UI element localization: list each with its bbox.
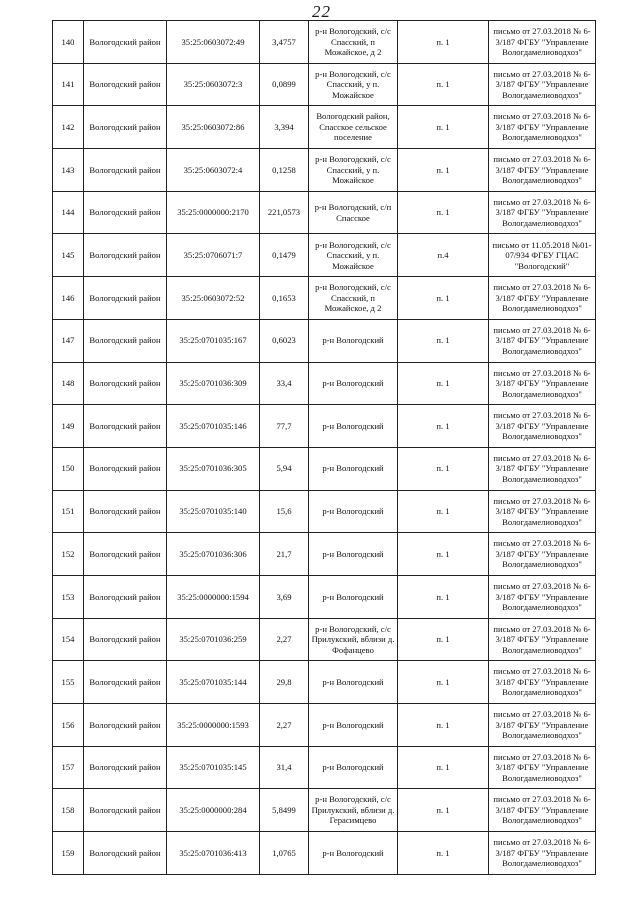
row-number: 147 xyxy=(53,319,84,362)
area-cell: 15,6 xyxy=(260,490,309,533)
point-cell: п. 1 xyxy=(398,21,489,64)
area-cell: 3,4757 xyxy=(260,21,309,64)
address-cell: Вологодский район, Спасское сельское поселение xyxy=(309,106,398,149)
district-cell: Вологодский район xyxy=(84,661,167,704)
point-cell: п. 1 xyxy=(398,661,489,704)
area-cell: 0,1653 xyxy=(260,277,309,320)
table-row xyxy=(53,490,596,533)
cadastral-number-cell: 35:25:0701035:145 xyxy=(167,746,260,789)
cadastral-number-cell: 35:25:0000000:284 xyxy=(167,789,260,832)
page-number: 22 xyxy=(312,2,331,21)
cadastral-number-cell: 35:25:0000000:2170 xyxy=(167,191,260,234)
point-cell: п. 1 xyxy=(398,490,489,533)
area-cell: 5,94 xyxy=(260,447,309,490)
address-cell: р-н Вологодский, с/с Спасский, у п. Можайское xyxy=(309,234,398,277)
area-cell: 3,394 xyxy=(260,106,309,149)
district-cell: Вологодский район xyxy=(84,575,167,618)
address-cell: р-н Вологодский xyxy=(309,405,398,448)
row-number: 143 xyxy=(53,149,84,192)
table-body xyxy=(53,21,596,875)
row-number: 154 xyxy=(53,618,84,661)
point-cell: п. 1 xyxy=(398,191,489,234)
point-cell: п. 1 xyxy=(398,533,489,576)
document-cell: письмо от 27.03.2018 № 6-3/187 ФГБУ "Управление Вологдамелиоводхоз" xyxy=(489,533,596,576)
address-cell: р-н Вологодский xyxy=(309,746,398,789)
cadastral-number-cell: 35:25:0701036:305 xyxy=(167,447,260,490)
document-cell: письмо от 27.03.2018 № 6-3/187 ФГБУ "Управление Вологдамелиоводхоз" xyxy=(489,789,596,832)
row-number: 159 xyxy=(53,832,84,875)
cadastral-number-cell: 35:25:0701036:259 xyxy=(167,618,260,661)
row-number: 148 xyxy=(53,362,84,405)
document-cell: письмо от 27.03.2018 № 6-3/187 ФГБУ "Управление Вологдамелиоводхоз" xyxy=(489,618,596,661)
address-cell: р-н Вологодский xyxy=(309,447,398,490)
document-cell: письмо от 27.03.2018 № 6-3/187 ФГБУ "Управление Вологдамелиоводхоз" xyxy=(489,661,596,704)
area-cell: 3,69 xyxy=(260,575,309,618)
row-number: 142 xyxy=(53,106,84,149)
cadastral-number-cell: 35:25:0603072:86 xyxy=(167,106,260,149)
table-row xyxy=(53,277,596,320)
cadastral-number-cell: 35:25:0701036:306 xyxy=(167,533,260,576)
district-cell: Вологодский район xyxy=(84,447,167,490)
table-row xyxy=(53,746,596,789)
table-row xyxy=(53,63,596,106)
table-row xyxy=(53,362,596,405)
point-cell: п. 1 xyxy=(398,362,489,405)
table-row xyxy=(53,106,596,149)
table-row xyxy=(53,21,596,64)
address-cell: р-н Вологодский xyxy=(309,319,398,362)
point-cell: п. 1 xyxy=(398,832,489,875)
address-cell: р-н Вологодский, с/с Спасский, п Можайское, д 2 xyxy=(309,21,398,64)
table-row xyxy=(53,661,596,704)
district-cell: Вологодский район xyxy=(84,234,167,277)
row-number: 146 xyxy=(53,277,84,320)
district-cell: Вологодский район xyxy=(84,405,167,448)
table-row xyxy=(53,191,596,234)
row-number: 157 xyxy=(53,746,84,789)
cadastral-number-cell: 35:25:0000000:1594 xyxy=(167,575,260,618)
document-cell: письмо от 27.03.2018 № 6-3/187 ФГБУ "Управление Вологдамелиоводхоз" xyxy=(489,746,596,789)
district-cell: Вологодский район xyxy=(84,704,167,747)
cadastral-number-cell: 35:25:0706071:7 xyxy=(167,234,260,277)
document-cell: письмо от 27.03.2018 № 6-3/187 ФГБУ "Управление Вологдамелиоводхоз" xyxy=(489,490,596,533)
document-cell: письмо от 27.03.2018 № 6-3/187 ФГБУ "Управление Вологдамелиоводхоз" xyxy=(489,447,596,490)
district-cell: Вологодский район xyxy=(84,277,167,320)
table-row xyxy=(53,447,596,490)
document-cell: письмо от 27.03.2018 № 6-3/187 ФГБУ "Управление Вологдамелиоводхоз" xyxy=(489,106,596,149)
cadastral-number-cell: 35:25:0000000:1593 xyxy=(167,704,260,747)
point-cell: п. 1 xyxy=(398,149,489,192)
row-number: 156 xyxy=(53,704,84,747)
area-cell: 0,1258 xyxy=(260,149,309,192)
row-number: 141 xyxy=(53,63,84,106)
table-row xyxy=(53,533,596,576)
table-row xyxy=(53,618,596,661)
table-row xyxy=(53,832,596,875)
point-cell: п. 1 xyxy=(398,575,489,618)
address-cell: р-н Вологодский, с/с Спасский, у п. Можайское xyxy=(309,63,398,106)
point-cell: п. 1 xyxy=(398,63,489,106)
document-cell: письмо от 11.05.2018 №01-07/934 ФГБУ ГЦАС "Вологодский" xyxy=(489,234,596,277)
document-cell: письмо от 27.03.2018 № 6-3/187 ФГБУ "Управление Вологдамелиоводхоз" xyxy=(489,191,596,234)
area-cell: 0,6023 xyxy=(260,319,309,362)
table-row xyxy=(53,405,596,448)
document-cell: письмо от 27.03.2018 № 6-3/187 ФГБУ "Управление Вологдамелиоводхоз" xyxy=(489,575,596,618)
document-cell: письмо от 27.03.2018 № 6-3/187 ФГБУ "Управление Вологдамелиоводхоз" xyxy=(489,319,596,362)
area-cell: 221,0573 xyxy=(260,191,309,234)
row-number: 150 xyxy=(53,447,84,490)
area-cell: 0,0899 xyxy=(260,63,309,106)
point-cell: п.4 xyxy=(398,234,489,277)
area-cell: 5,8499 xyxy=(260,789,309,832)
district-cell: Вологодский район xyxy=(84,533,167,576)
area-cell: 1,0765 xyxy=(260,832,309,875)
area-cell: 2,27 xyxy=(260,618,309,661)
row-number: 153 xyxy=(53,575,84,618)
cadastral-number-cell: 35:25:0603072:52 xyxy=(167,277,260,320)
address-cell: р-н Вологодский xyxy=(309,490,398,533)
point-cell: п. 1 xyxy=(398,618,489,661)
row-number: 140 xyxy=(53,21,84,64)
document-cell: письмо от 27.03.2018 № 6-3/187 ФГБУ "Управление Вологдамелиоводхоз" xyxy=(489,832,596,875)
document-cell: письмо от 27.03.2018 № 6-3/187 ФГБУ "Управление Вологдамелиоводхоз" xyxy=(489,21,596,64)
district-cell: Вологодский район xyxy=(84,490,167,533)
address-cell: р-н Вологодский, с/с Спасский, п Можайское, д 2 xyxy=(309,277,398,320)
district-cell: Вологодский район xyxy=(84,746,167,789)
cadastral-number-cell: 35:25:0701036:413 xyxy=(167,832,260,875)
cadastral-number-cell: 35:25:0603072:49 xyxy=(167,21,260,64)
point-cell: п. 1 xyxy=(398,746,489,789)
point-cell: п. 1 xyxy=(398,277,489,320)
row-number: 144 xyxy=(53,191,84,234)
table-row xyxy=(53,234,596,277)
address-cell: р-н Вологодский xyxy=(309,362,398,405)
area-cell: 2,27 xyxy=(260,704,309,747)
address-cell: р-н Вологодский xyxy=(309,533,398,576)
point-cell: п. 1 xyxy=(398,106,489,149)
district-cell: Вологодский район xyxy=(84,21,167,64)
district-cell: Вологодский район xyxy=(84,319,167,362)
row-number: 149 xyxy=(53,405,84,448)
district-cell: Вологодский район xyxy=(84,789,167,832)
row-number: 145 xyxy=(53,234,84,277)
district-cell: Вологодский район xyxy=(84,149,167,192)
address-cell: р-н Вологодский, с/с Прилукский, вблизи д. Фофанцево xyxy=(309,618,398,661)
row-number: 152 xyxy=(53,533,84,576)
cadastral-number-cell: 35:25:0701036:309 xyxy=(167,362,260,405)
area-cell: 0,1479 xyxy=(260,234,309,277)
document-cell: письмо от 27.03.2018 № 6-3/187 ФГБУ "Управление Вологдамелиоводхоз" xyxy=(489,405,596,448)
land-plots-table xyxy=(52,20,596,875)
address-cell: р-н Вологодский xyxy=(309,704,398,747)
district-cell: Вологодский район xyxy=(84,191,167,234)
document-cell: письмо от 27.03.2018 № 6-3/187 ФГБУ "Управление Вологдамелиоводхоз" xyxy=(489,704,596,747)
district-cell: Вологодский район xyxy=(84,362,167,405)
address-cell: р-н Вологодский xyxy=(309,832,398,875)
row-number: 151 xyxy=(53,490,84,533)
document-cell: письмо от 27.03.2018 № 6-3/187 ФГБУ "Управление Вологдамелиоводхоз" xyxy=(489,149,596,192)
cadastral-number-cell: 35:25:0701035:144 xyxy=(167,661,260,704)
document-cell: письмо от 27.03.2018 № 6-3/187 ФГБУ "Управление Вологдамелиоводхоз" xyxy=(489,277,596,320)
cadastral-number-cell: 35:25:0603072:3 xyxy=(167,63,260,106)
document-cell: письмо от 27.03.2018 № 6-3/187 ФГБУ "Управление Вологдамелиоводхоз" xyxy=(489,362,596,405)
area-cell: 21,7 xyxy=(260,533,309,576)
point-cell: п. 1 xyxy=(398,704,489,747)
address-cell: р-н Вологодский xyxy=(309,661,398,704)
document-cell: письмо от 27.03.2018 № 6-3/187 ФГБУ "Управление Вологдамелиоводхоз" xyxy=(489,63,596,106)
district-cell: Вологодский район xyxy=(84,63,167,106)
area-cell: 31,4 xyxy=(260,746,309,789)
address-cell: р-н Вологодский, с/с Прилукский, вблизи д. Герасимцево xyxy=(309,789,398,832)
district-cell: Вологодский район xyxy=(84,832,167,875)
row-number: 158 xyxy=(53,789,84,832)
point-cell: п. 1 xyxy=(398,405,489,448)
table-row xyxy=(53,149,596,192)
district-cell: Вологодский район xyxy=(84,618,167,661)
table-row xyxy=(53,575,596,618)
area-cell: 29,8 xyxy=(260,661,309,704)
point-cell: п. 1 xyxy=(398,319,489,362)
table-row xyxy=(53,319,596,362)
table-row xyxy=(53,704,596,747)
table-row xyxy=(53,789,596,832)
cadastral-number-cell: 35:25:0603072:4 xyxy=(167,149,260,192)
district-cell: Вологодский район xyxy=(84,106,167,149)
point-cell: п. 1 xyxy=(398,789,489,832)
cadastral-number-cell: 35:25:0701035:167 xyxy=(167,319,260,362)
area-cell: 77,7 xyxy=(260,405,309,448)
address-cell: р-н Вологодский xyxy=(309,575,398,618)
address-cell: р-н Вологодский, с/с Спасский, у п. Можайское xyxy=(309,149,398,192)
area-cell: 33,4 xyxy=(260,362,309,405)
cadastral-number-cell: 35:25:0701035:146 xyxy=(167,405,260,448)
cadastral-number-cell: 35:25:0701035:140 xyxy=(167,490,260,533)
address-cell: р-н Вологодский, с/п Спасское xyxy=(309,191,398,234)
point-cell: п. 1 xyxy=(398,447,489,490)
row-number: 155 xyxy=(53,661,84,704)
